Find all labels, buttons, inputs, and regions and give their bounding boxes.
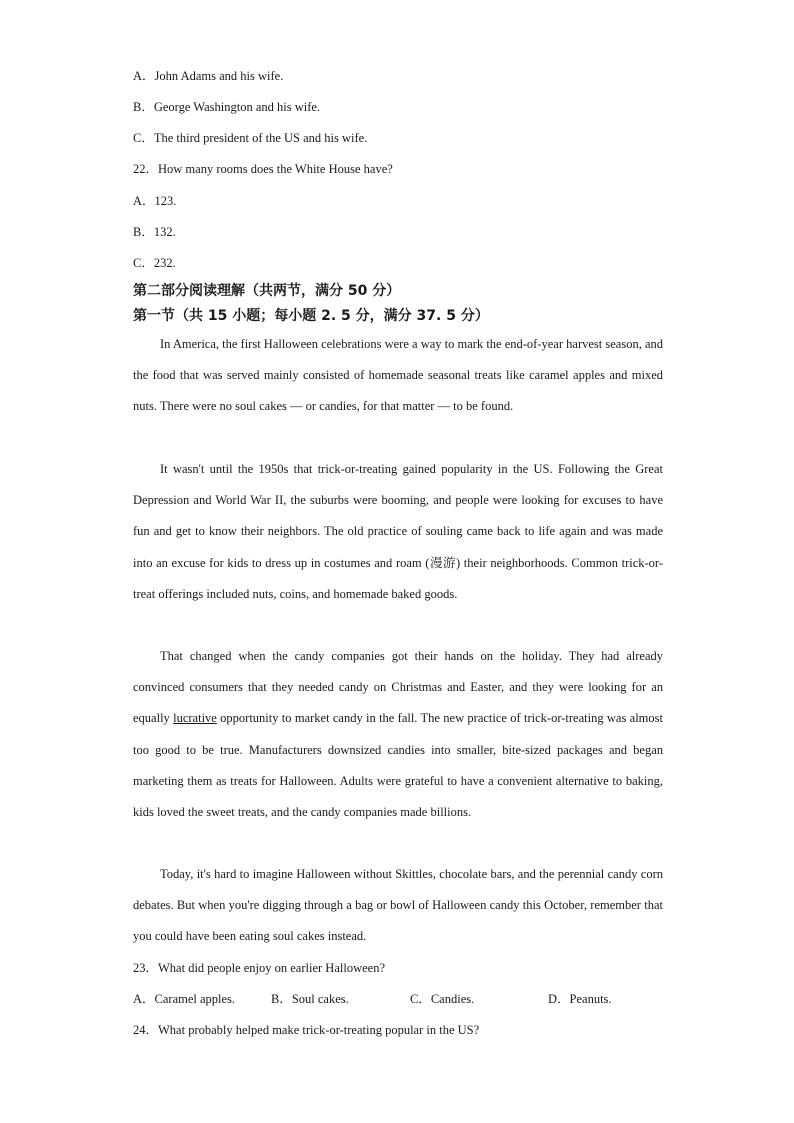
- q23-option-a: A．Caramel apples.: [133, 992, 236, 1006]
- passage-paragraph-3-text-after: opportunity to market candy in the fall. The new practice of trick-or-treating was almost too good to be true. Manufacturers downsized candies into smaller, bite-sized packages and began marketing them as treats for Halloween. Adults were grateful to have a convenient alternative to baking, kids loved the sweet treats, and the candy companies made billions.: [133, 711, 663, 820]
- passage-paragraph-1-text: In America, the first Halloween celebrations were a way to mark the end-of-year harvest season, and the food that was served mainly consisted of homemade seasonal treats like caramel apples and mixed nuts. There were no soul cakes — or candies, for that matter — to be found.: [133, 337, 663, 414]
- q23-option-b: B．Soul cakes.: [271, 992, 349, 1006]
- underlined-word-lucrative: lucrative: [173, 711, 217, 726]
- q22-option-b: B．132.: [133, 225, 176, 239]
- q23-question: 23．What did people enjoy on earlier Halloween?: [133, 961, 385, 975]
- passage-paragraph-3: [133, 641, 663, 828]
- q21-option-b: B．George Washington and his wife.: [133, 100, 321, 114]
- q22-question: 22．How many rooms does the White House have?: [133, 162, 393, 176]
- q23-option-c: C．Candies.: [410, 992, 475, 1006]
- subsection-heading: 第一节（共 15 小题；每小题 2. 5 分，满分 37. 5 分）: [133, 308, 489, 324]
- passage-paragraph-2-text: It wasn't until the 1950s that trick-or-treating gained popularity in the US. Following the Great Depression and World War II, the suburbs were booming, and people were looking for excuses to have fun and get to know their neighbors. The old practice of souling came back to life again and was made into an excuse for kids to dress up in costumes and roam (漫游) their neighborhoods. Common trick-or-treat offerings included nuts, coins, and homemade baked goods.: [133, 462, 663, 601]
- passage-paragraph-3-text-before: That changed when the candy companies got their hands on the holiday. They had already convinced consumers that they needed candy on Christmas and Easter, and they were looking for an equally: [133, 649, 663, 726]
- passage-paragraph-4: [133, 859, 663, 953]
- passage-paragraph-1: [133, 329, 663, 423]
- section-heading: 第二部分阅读理解（共两节，满分 50 分）: [133, 283, 401, 299]
- q23-option-d: D．Peanuts.: [548, 992, 612, 1006]
- q22-option-c: C．232.: [133, 256, 176, 270]
- q22-option-a: A．123.: [133, 194, 177, 208]
- passage-paragraph-2: [133, 454, 663, 610]
- q21-option-a: A．John Adams and his wife.: [133, 69, 284, 83]
- q21-option-c: C．The third president of the US and his wife.: [133, 131, 368, 145]
- passage-paragraph-4-text: Today, it's hard to imagine Halloween without Skittles, chocolate bars, and the perennial candy corn debates. But when you're digging through a bag or bowl of Halloween candy this October, remember that you could have been eating soul cakes instead.: [133, 867, 663, 944]
- q24-question: 24．What probably helped make trick-or-treating popular in the US?: [133, 1023, 480, 1037]
